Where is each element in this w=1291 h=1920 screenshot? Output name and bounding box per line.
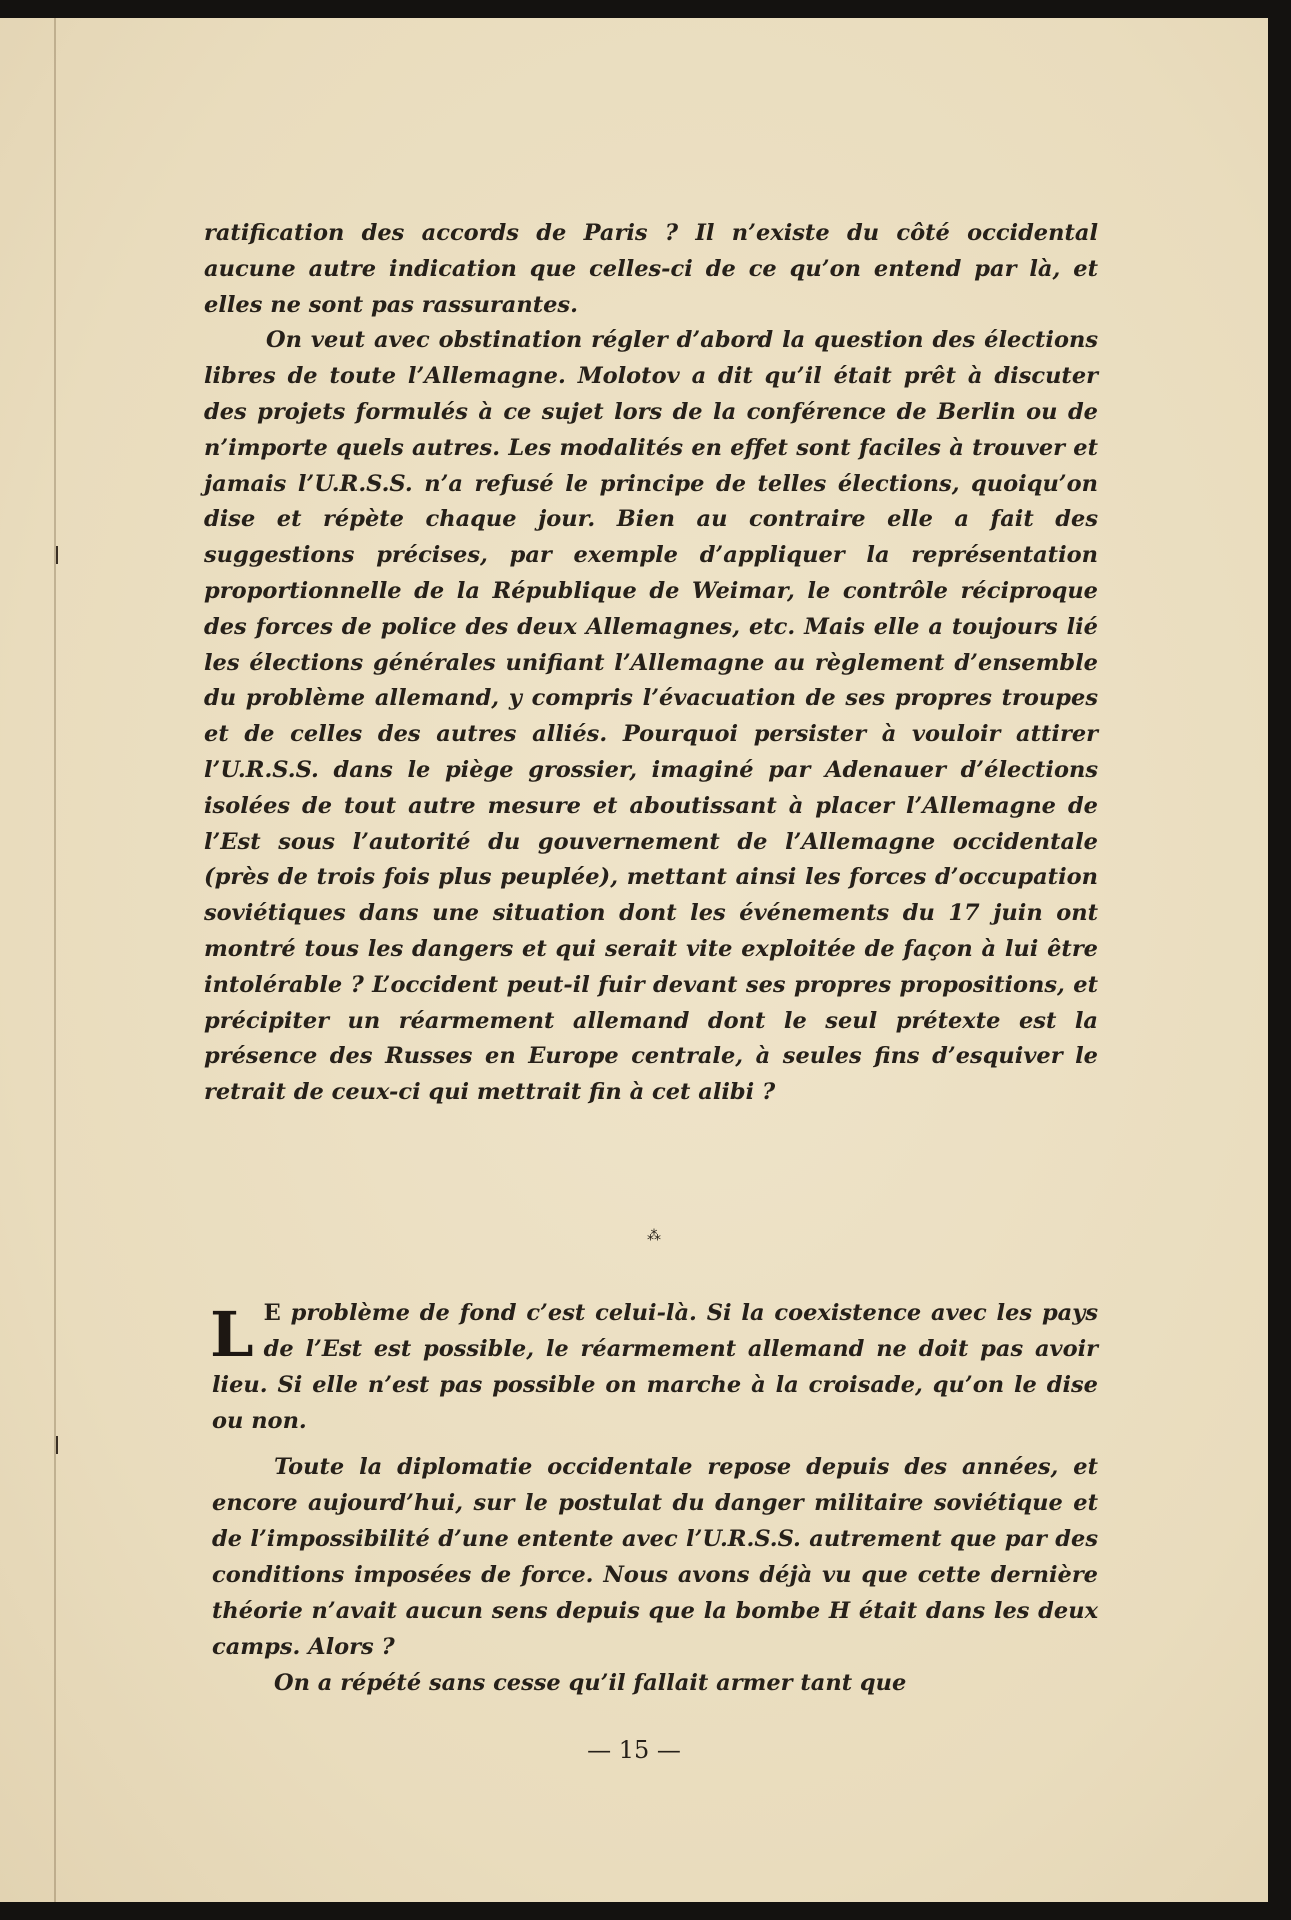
drop-cap-rest: E <box>263 1300 281 1326</box>
paragraph-dropcap <box>212 1295 1098 1439</box>
page-number: — 15 — <box>587 1736 681 1764</box>
edge-mark <box>56 546 58 564</box>
paragraph: On veut avec obstination régler d’abord la question des élections libres de toute l’Allemagne. Molotov a dit qu’il était prêt à discuter des projets formulés à ce sujet lors de la conférence de Berlin ou de n’importe quels autres. Les modalités en effet sont faciles à trouver et jamais l’U.R.S.S. n’a refusé le principe de telles élections, quoiqu’on dise et répète chaque jour. Bien au contraire elle a fait des suggestions précises, par exemple d’appliquer la représentation proportionnelle de la République de Weimar, le contrôle réciproque des forces de police des deux Allemagnes, etc. Mais elle a toujours lié les élections générales unifiant l’Allemagne au règlement d’ensemble du problème allemand, y compris l’évacuation de ses propres troupes et de celles des autres alliés. Pourquoi persister à vouloir attirer l’U.R.S.S. dans le piège grossier, imaginé par Adenauer d’élections isolées de tout autre mesure et aboutissant à placer l’Allemagne de l’Est sous l’autorité du gouvernement de l’Allemagne occidentale (près de trois fois plus peuplée), mettant ainsi les forces d’occupation soviétiques dans une situation dont les événements du 17 juin ont montré tous les dangers et qui serait vite exploitée de façon à lui être intolérable ? L’occident peut-il fuir devant ses propres propositions, et précipiter un réarmement allemand dont le seul prétexte est la présence des Russes en Europe centrale, à seules fins d’esquiver le retrait de ceux-ci qui mettrait fin à cet alibi ? <box>204 327 1098 1106</box>
drop-cap: L <box>210 1298 254 1371</box>
section-separator <box>636 1230 672 1256</box>
book-page <box>0 18 1268 1902</box>
separator-asterism: ⁂ <box>647 1228 661 1244</box>
paragraph-text: problème de fond c’est celui-là. Si la coexistence avec les pays de l’Est est possible, le réarmement allemand ne doit pas avoir lieu. Si elle n’est pas possible on marche à la croisade, qu’on le dise ou non. <box>212 1300 1098 1434</box>
paragraph: ratification des accords de Paris ? Il n’existe du côté occidental aucune autre indication que celles-ci de ce qu’on entend par là, et elles ne sont pas rassurantes. <box>204 220 1098 318</box>
text-block-top <box>204 216 1098 1111</box>
page-spine <box>54 18 56 1902</box>
text-block-bottom <box>212 1295 1098 1701</box>
edge-mark <box>56 1436 58 1454</box>
paragraph: On a répété sans cesse qu’il fallait armer tant que <box>274 1670 907 1696</box>
paragraph: Toute la diplomatie occidentale repose depuis des années, et encore aujourd’hui, sur le postulat du danger militaire soviétique et de l’impossibilité d’une entente avec l’U.R.S.S. autrement que par des conditions imposées de force. Nous avons déjà vu que cette dernière théorie n’avait aucun sens depuis que la bombe H était dans les deux camps. Alors ? <box>212 1454 1098 1660</box>
